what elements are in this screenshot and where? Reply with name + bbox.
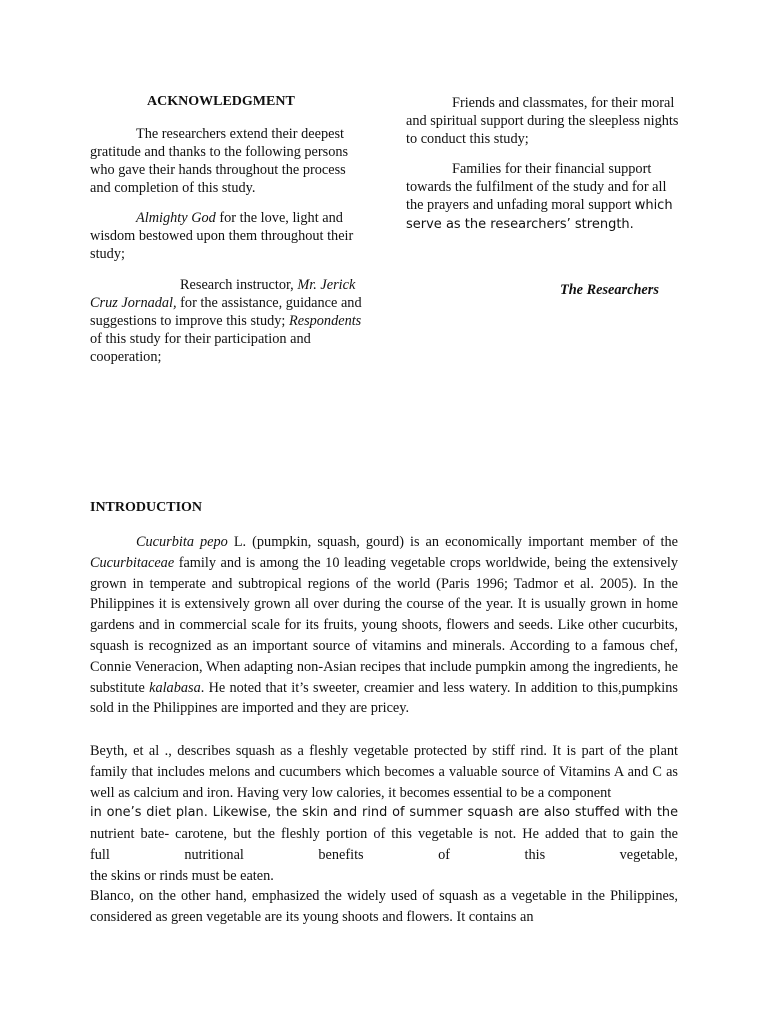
intro-p2-b: nutrient bate- carotene, but the fleshly portion of this vegetable is not. He added that to gain the (90, 826, 678, 843)
acknowledgment-heading: ACKNOWLEDGMENT (147, 94, 295, 109)
spread-word: vegetable, (619, 846, 678, 863)
ack-p5-tail: which serve as the researchers’ strength. (406, 198, 673, 232)
intro-p2-spread-line (90, 845, 678, 866)
ack-p2-italic: Almighty God (136, 210, 216, 226)
spread-word: benefits (318, 846, 364, 863)
spread-word: this (524, 846, 546, 863)
intro-paragraph-3: Blanco, on the other hand, emphasized the widely used of squash as a vegetable in the Philippines, considered as green vegetable are its young shoots and flowers. It contains an (90, 888, 678, 925)
ack-p3-respondents: Respondents (288, 313, 362, 329)
spread-word: nutritional (184, 846, 244, 863)
intro-p2-end: the skins or rinds must be eaten. (90, 867, 274, 884)
ack-paragraph-2 (90, 209, 368, 263)
ack-p3-name: Mr. Jerick Cruz Jornadal, (90, 277, 356, 311)
spread-word: full (90, 846, 110, 863)
introduction-heading: INTRODUCTION (90, 500, 203, 515)
intro-family-name: Cucurbitaceae (90, 554, 175, 571)
intro-scientific-name: Cucurbita pepo (136, 534, 228, 550)
intro-paragraph-2 (90, 741, 678, 887)
intro-p2-a: Beyth, et al ., describes squash as a fleshly vegetable protected by stiff rind. It is part of the plant family that includes melons and cucumbers which becomes a valuable source of Vitamins A and C as well as calcium and iron. Having very low calories, it becomes essential to be a component (90, 743, 678, 801)
intro-paragraph-1 (90, 532, 678, 719)
ack-p5-text: Families for their financial support towards the fulfilment of the study and for all the prayers and unfading moral support (406, 161, 667, 213)
intro-p1-a: L. (pumpkin, squash, gourd) is an economically important member of the (227, 534, 678, 550)
ack-paragraph-5 (406, 160, 680, 234)
ack-p3-end: of this study for their participation and cooperation; (90, 331, 311, 365)
signature: The Researchers (560, 282, 659, 298)
ack-paragraph-3 (90, 276, 368, 366)
ack-paragraph-1: The researchers extend their deepest gratitude and thanks to the following persons who gave their hands throughout the process and completion of this study. (90, 126, 349, 196)
intro-kalabasa: kalabasa (149, 679, 201, 696)
spread-word: of (438, 846, 451, 863)
intro-p2-sans-line: in one’s diet plan. Likewise, the skin and rind of summer squash are also stuffed with the (90, 805, 678, 821)
ack-paragraph-4: Friends and classmates, for their moral and spiritual support during the sleepless nights to conduct this study; (406, 95, 679, 147)
ack-p3-lead: Research instructor, (180, 277, 298, 293)
ack-p3-mid: for the assistance, guidance and suggestions to improve this study; (90, 295, 362, 329)
intro-p1-b: family and is among the 10 leading vegetable crops worldwide, being the extensively grown in temperate and subtropical regions of the world (Paris 1996; Tadmor et al. 2005). In the Philippines it is extensively grown all over during the course of the year. It is usually grown in home gardens and in commercial scale for its fruits, young shoots, flowers and seeds. Like other cucurbits, squash is recognized as an important source of vitamins and minerals. According to a famous chef, Connie Veneracion, When adapting non-Asian recipes that include pumpkin among the ingredients, he substitute (90, 554, 678, 696)
intro-p1-c: . He noted that it’s sweeter, creamier and less watery. In addition to this,pumpkins sold in the Philippines are imported and they are pricey. (90, 679, 678, 717)
ack-p2-rest: for the love, light and wisdom bestowed upon them throughout their study; (90, 210, 354, 262)
